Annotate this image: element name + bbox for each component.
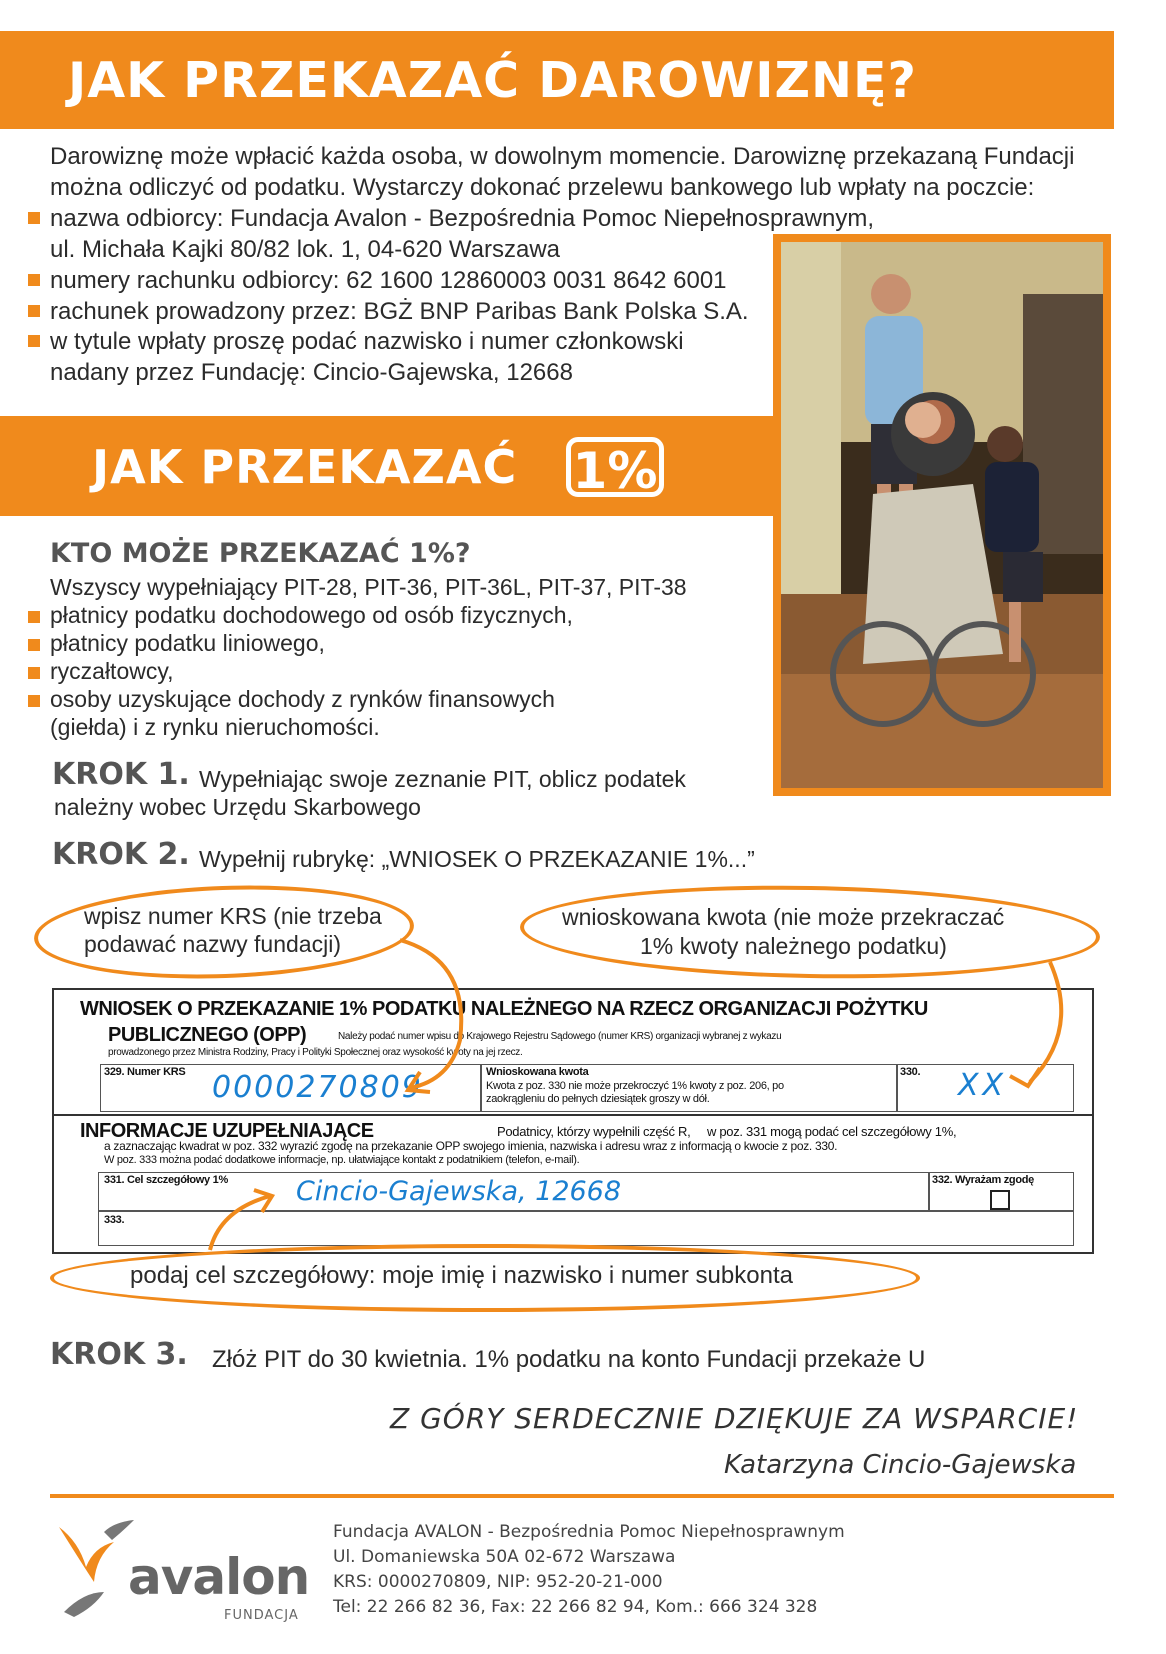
who-item: płatnicy podatku dochodowego od osób fizycznych, [50,602,573,628]
bank-name: rachunek prowadzony przez: BGŻ BNP Paribas Bank Polska S.A. [50,298,749,325]
amount-callout-line2: 1% kwoty należnego podatku) [640,933,947,959]
field-329-label: 329. Numer KRS [104,1066,186,1078]
krs-callout-line2: podawać nazwy fundacji) [84,931,341,957]
field-330-value: XX [958,1068,1008,1103]
krs-callout-line1: wpisz numer KRS (nie trzeba [84,903,382,929]
form-title-line2: PUBLICZNEGO (OPP) [108,1024,307,1046]
who-item: osoby uzyskujące dochody z rynków finansowych [50,686,555,712]
step1-line2: należny wobec Urzędu Skarbowego [54,794,421,820]
form-title-line1: WNIOSEK O PRZEKAZANIE 1% PODATKU NALEŻNEGO NA RZECZ ORGANIZACJI POŻYTKU [80,998,928,1020]
field-329-value: 0000270809 [212,1070,423,1105]
logo-text: avalon [128,1548,310,1606]
step3-text: Złóż PIT do 30 kwietnia. 1% podatku na konto Fundacji przekaże U [212,1346,926,1373]
footer-line2: Ul. Domaniewska 50A 02-672 Warszawa [333,1547,676,1567]
amount-label: Wnioskowana kwota [486,1066,589,1078]
amount-callout-line1: wnioskowana kwota (nie może przekraczać [562,904,1005,930]
footer-divider [50,1494,1114,1498]
field-333-label: 333. [104,1214,125,1226]
form-title-note2: prowadzonego przez Ministra Rodziny, Pracy i Polityki Społecznej oraz wysokość kwoty na jej rzecz. [108,1047,523,1058]
logo-subtext: FUNDACJA [224,1608,299,1623]
field-330-label: 330. [900,1066,921,1078]
who-intro: Wszyscy wypełniający PIT-28, PIT-36, PIT-36L, PIT-37, PIT-38 [50,574,687,600]
footer-line4: Tel: 22 266 82 36, Fax: 22 266 82 94, Kom.: 666 324 328 [333,1597,818,1617]
info-note1: Podatnicy, którzy wypełnili część R, w poz. 331 mogą podać cel szczegółowy 1%, [497,1124,957,1139]
account-number: numery rachunku odbiorcy: 62 1600 12860003 0031 8642 6001 [50,267,727,294]
step3-label: KROK 3. [50,1337,188,1372]
donation-intro-line2: można odliczyć od podatku. Wystarczy dokonać przelewu bankowego lub wpłaty na poczcie: [50,174,1035,201]
amount-note1: Kwota z poz. 330 nie może przekroczyć 1% kwoty z poz. 206, po [486,1080,784,1092]
amount-note2: zaokrągleniu do pełnych dziesiątek groszy w dół. [486,1093,710,1105]
who-item-continued: (giełda) i z rynku nieruchomości. [50,714,380,740]
footer-line3: KRS: 0000270809, NIP: 952-20-21-000 [333,1572,663,1592]
field-331-value: Cincio-Gajewska, 12668 [296,1176,622,1207]
goal-callout-text: podaj cel szczegółowy: moje imię i nazwisko i numer subkonta [130,1262,793,1289]
recipient-address: ul. Michała Kajki 80/82 lok. 1, 04-620 Warszawa [50,236,561,263]
avalon-logo [54,1512,310,1623]
transfer-title-line2: nadany przez Fundację: Cincio-Gajewska, 12668 [50,359,573,386]
step1-label: KROK 1. [52,757,190,792]
one-percent-title: JAK PRZEKAZAĆ [92,440,518,494]
who-heading: KTO MOŻE PRZEKAZAĆ 1%? [50,538,471,569]
footer-line1: Fundacja AVALON - Bezpośrednia Pomoc Niepełnosprawnym [333,1522,845,1542]
info-note2: a zaznaczając kwadrat w poz. 332 wyrazić zgodę na przekazanie OPP swojego imienia, nazwiska i adresu wraz z informacją o kwocie z poz. 330. [104,1139,838,1153]
transfer-title-line1: w tytule wpłaty proszę podać nazwisko i numer członkowski [50,328,684,355]
thanks-text: Z GÓRY SERDECZNIE DZIĘKUJE ZA WSPARCIE! [390,1402,1079,1435]
signature: Katarzyna Cincio-Gajewska [724,1450,1077,1480]
donation-title: JAK PRZEKAZAĆ DAROWIZNĘ? [68,52,917,109]
form-title-note1: Należy podać numer wpisu do Krajowego Rejestru Sądowego (numer KRS) organizacji wybranej z wykazu [338,1031,782,1042]
who-item: ryczałtowcy, [50,658,174,684]
info-title: INFORMACJE UZUPEŁNIAJĄCE [80,1120,374,1142]
info-note3: W poz. 333 można podać dodatkowe informacje, np. ułatwiające kontakt z podatnikiem (telefon, e-mail). [104,1154,580,1166]
one-percent-badge: 1% [566,437,664,497]
field-331-label: 331. Cel szczegółowy 1% [104,1174,228,1186]
step2-label: KROK 2. [52,837,190,872]
recipient-name: nazwa odbiorcy: Fundacja Avalon - Bezpośrednia Pomoc Niepełnosprawnym, [50,205,875,232]
field-332-label: 332. Wyrażam zgodę [932,1174,1034,1186]
who-item: płatnicy podatku liniowego, [50,630,325,656]
step2-text: Wypełnij rubrykę: „WNIOSEK O PRZEKAZANIE 1%...” [199,846,755,872]
donation-intro-line1: Darowiznę może wpłacić każda osoba, w dowolnym momencie. Darowiznę przekazaną Fundacji [50,143,1075,170]
step1-line1: Wypełniając swoje zeznanie PIT, oblicz podatek [199,766,686,792]
